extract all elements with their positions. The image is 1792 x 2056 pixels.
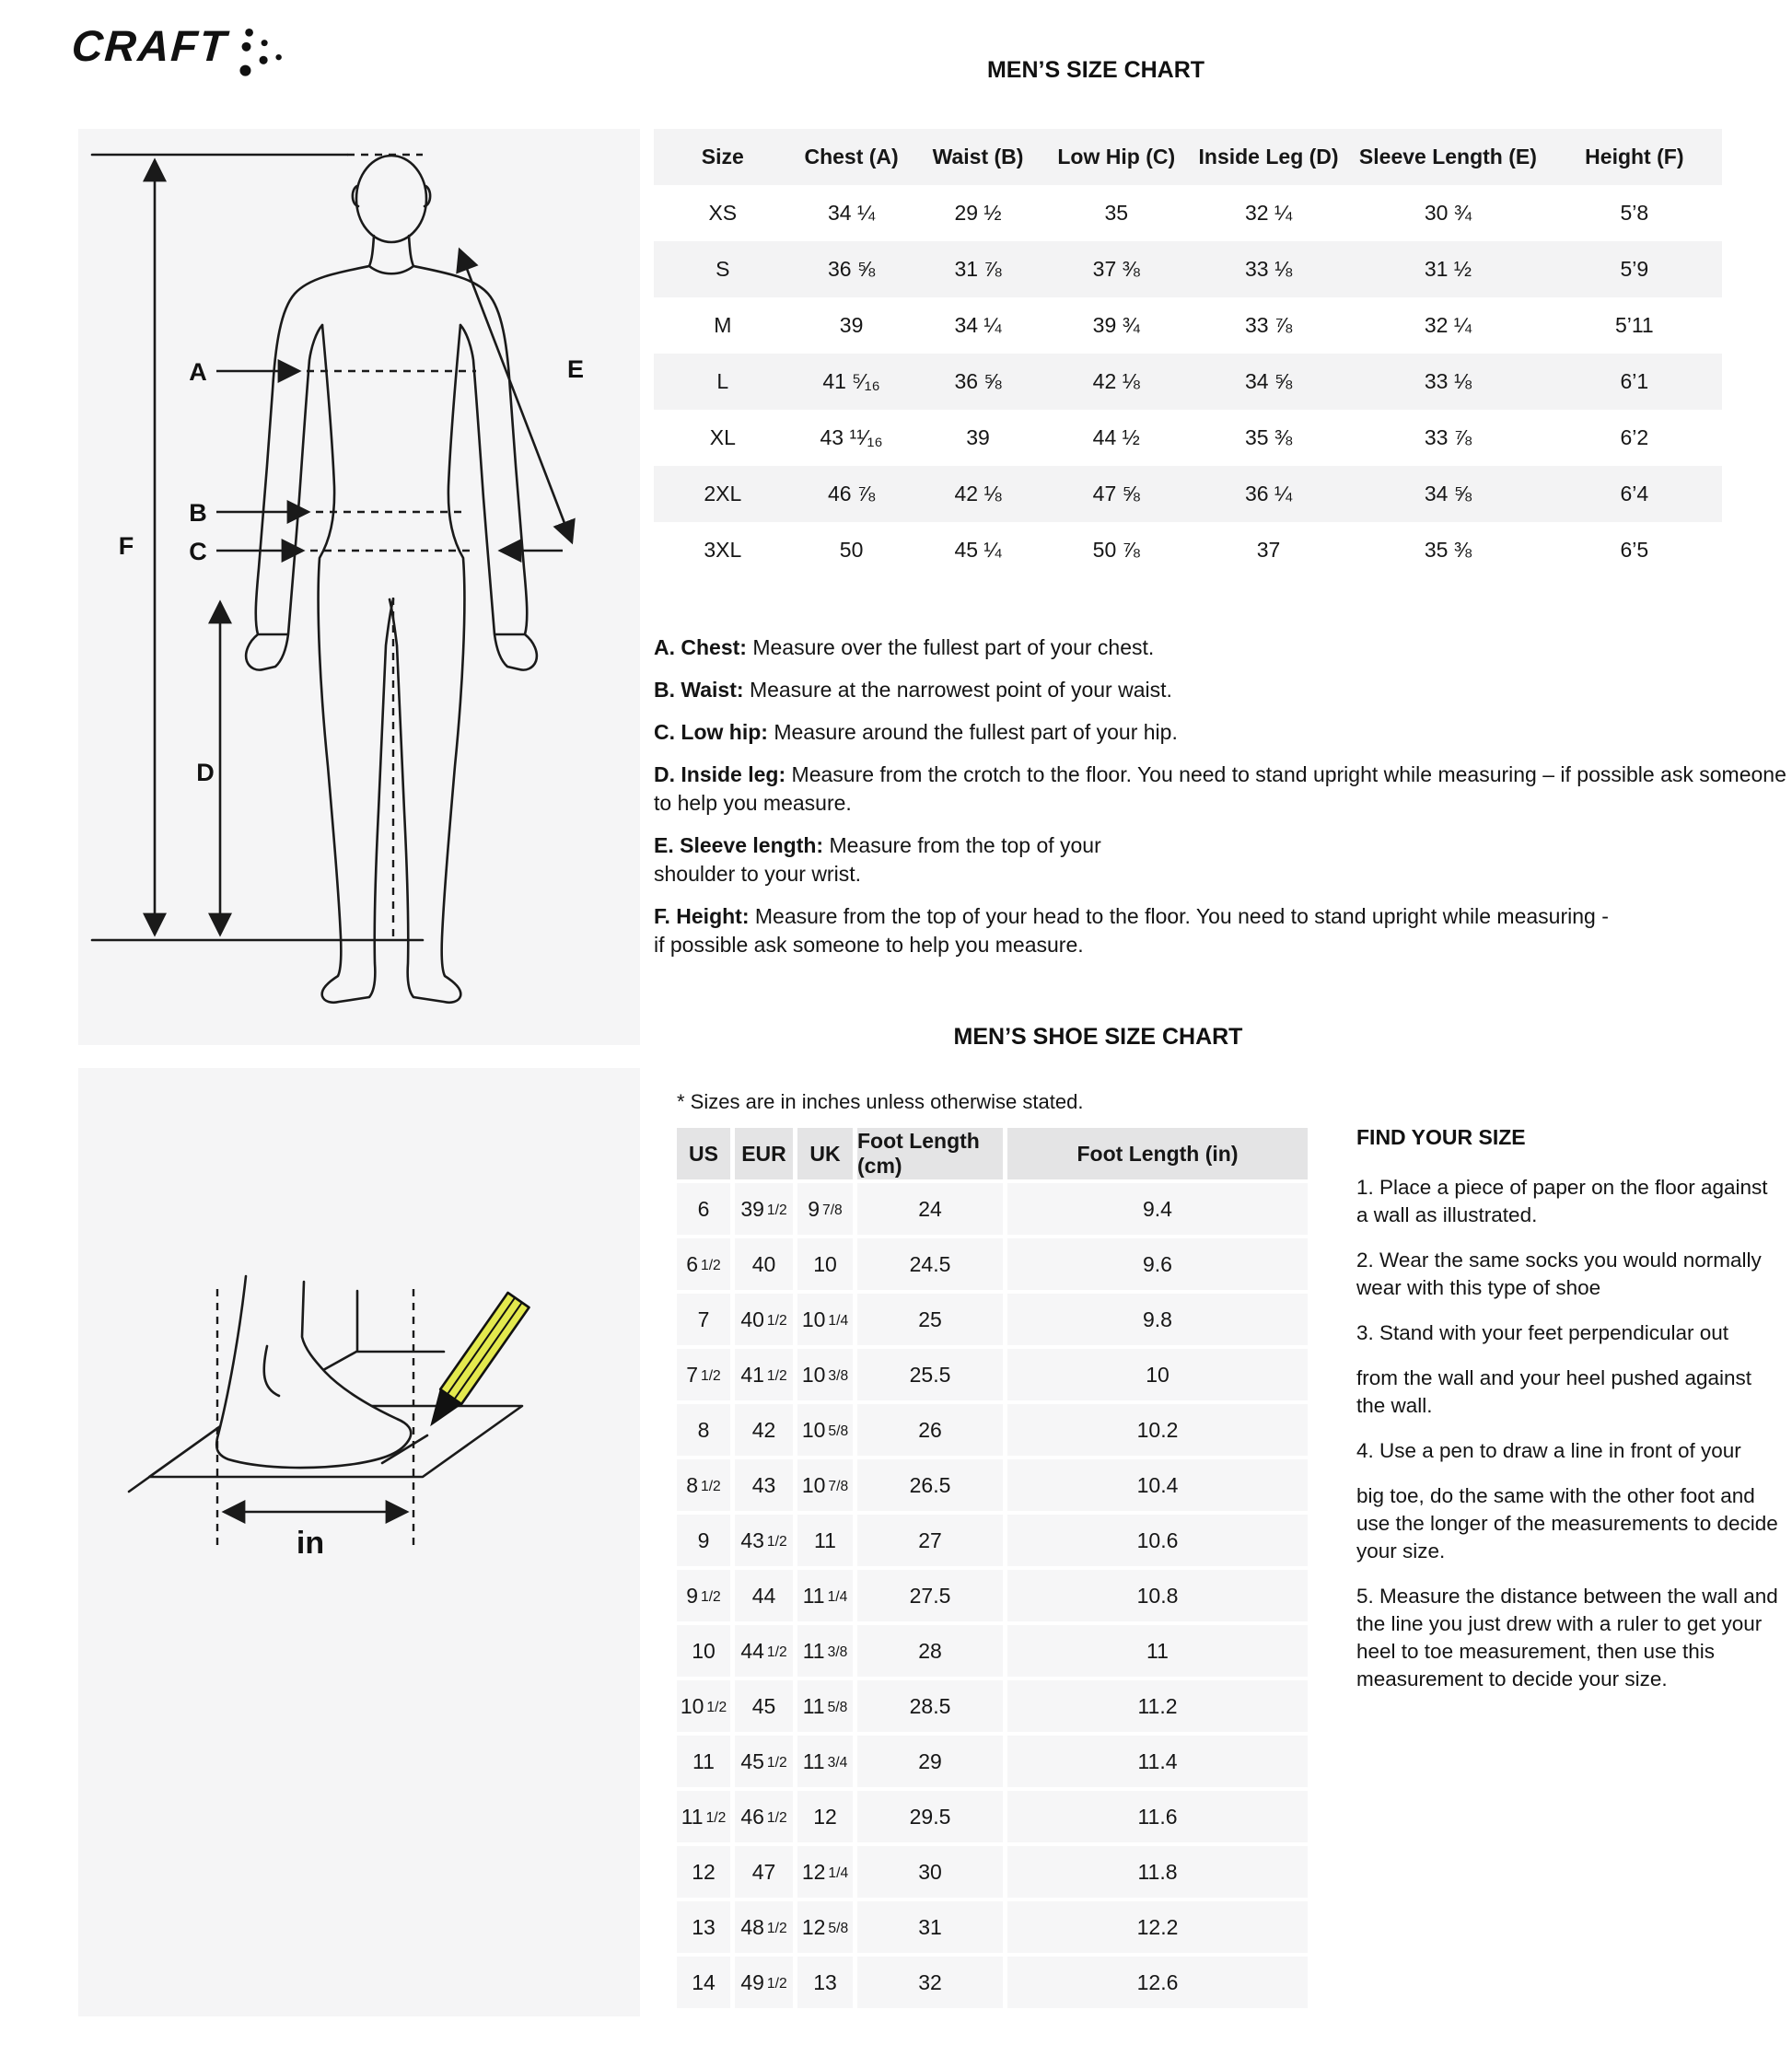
- label-height-f: F: [118, 532, 134, 560]
- note-text: Measure from the crotch to the floor. You need to stand upright while measuring – if possible ask someone to help you measure.: [654, 762, 1786, 815]
- mens-size-chart-title: MEN’S SIZE CHART: [986, 57, 1205, 83]
- table-cell: 11: [677, 1736, 730, 1787]
- table-row: [677, 1404, 1312, 1456]
- table-cell: 11 5/8: [797, 1680, 853, 1732]
- table-cell: 9.4: [1007, 1183, 1308, 1235]
- table-row: [677, 1791, 1312, 1842]
- figure-right-arm: [409, 236, 537, 670]
- table-row: [677, 1957, 1312, 2008]
- note-text: Measure over the fullest part of your chest.: [752, 635, 1155, 659]
- measurement-notes: [654, 633, 1792, 973]
- table-cell: 27.5: [857, 1570, 1003, 1621]
- table-cell: 46 1/2: [735, 1791, 793, 1842]
- table-cell: 50: [839, 538, 864, 562]
- table-cell: 10 3/8: [797, 1349, 853, 1400]
- table-cell: 30: [857, 1846, 1003, 1898]
- measurement-note: [654, 761, 1792, 818]
- note-text: Measure at the narrowest point of your waist.: [749, 678, 1172, 702]
- table-cell: 13: [677, 1901, 730, 1953]
- note-text: Measure from the top of your shoulder to your wrist.: [654, 833, 1101, 886]
- table-cell: 33 ⅞: [1244, 313, 1293, 337]
- table-cell: 33 ⅛: [1244, 257, 1293, 281]
- table-cell: 24.5: [857, 1238, 1003, 1290]
- table-cell: 32 ¼: [1244, 201, 1293, 225]
- instruction-step: 5. Measure the distance between the wall and the line you just drew with a ruler to get your heel to toe measurement, then use this measurement to decide your size.: [1356, 1585, 1778, 1690]
- table-cell: 32 ¼: [1424, 313, 1472, 337]
- note-label: A. Chest:: [654, 635, 747, 659]
- table-cell: Foot Length (cm): [857, 1128, 1003, 1179]
- table-row: [677, 1680, 1312, 1732]
- table-cell: 28.5: [857, 1680, 1003, 1732]
- table-row: [654, 410, 1722, 466]
- table-cell: 34 ⅝: [1424, 482, 1472, 505]
- measurement-note: [654, 902, 1792, 959]
- table-cell: 39: [839, 313, 864, 337]
- table-cell: 36 ⅝: [954, 369, 1002, 393]
- note-label: C. Low hip:: [654, 720, 768, 744]
- table-cell: 42: [735, 1404, 793, 1456]
- table-cell: 7 1/2: [677, 1349, 730, 1400]
- note-label: D. Inside leg:: [654, 762, 786, 786]
- table-cell: 36 ⅝: [828, 257, 876, 281]
- table-cell: 5’8: [1620, 201, 1649, 225]
- table-cell: 6: [677, 1183, 730, 1235]
- table-cell: 43 1/2: [735, 1515, 793, 1566]
- measurement-note: [654, 676, 1792, 704]
- table-cell: 29 ½: [954, 201, 1002, 225]
- table-cell: 11 1/4: [797, 1570, 853, 1621]
- note-label: E. Sleeve length:: [654, 833, 824, 857]
- table-cell: 10 5/8: [797, 1404, 853, 1456]
- table-cell: 9.6: [1007, 1238, 1308, 1290]
- table-cell: 48 1/2: [735, 1901, 793, 1953]
- craft-logo: [70, 21, 285, 81]
- figure-torso-left-leg: [319, 325, 393, 1003]
- table-cell: 41 1/2: [735, 1349, 793, 1400]
- table-cell: 45 ¼: [954, 538, 1002, 562]
- table-cell: EUR: [735, 1128, 793, 1179]
- foot-fill: [216, 1276, 411, 1468]
- table-cell: 37: [1256, 538, 1281, 562]
- note-label: F. Height:: [654, 904, 750, 928]
- table-row: [677, 1736, 1312, 1787]
- mens-shoe-size-chart-title: MEN’S SHOE SIZE CHART: [953, 1024, 1243, 1050]
- note-label: B. Waist:: [654, 678, 744, 702]
- shoe-table-body: [677, 1183, 1312, 2008]
- table-row: [654, 241, 1722, 297]
- table-cell: 12: [677, 1846, 730, 1898]
- table-cell: 45: [735, 1680, 793, 1732]
- instruction-step: 2. Wear the same socks you would normally wear with this type of shoe: [1356, 1249, 1762, 1299]
- table-cell: Size: [701, 145, 744, 168]
- table-cell: 6 1/2: [677, 1238, 730, 1290]
- table-cell: 33 ⅛: [1424, 369, 1472, 393]
- table-cell: 36 ¼: [1244, 482, 1293, 505]
- measurement-note: [654, 633, 1792, 662]
- find-your-size-section: [1356, 1125, 1782, 1711]
- table-cell: Low Hip (C): [1057, 145, 1176, 168]
- label-waist-b: B: [189, 499, 207, 527]
- table-cell: Inside Leg (D): [1198, 145, 1339, 168]
- table-row: [677, 1238, 1312, 1290]
- table-row: [677, 1570, 1312, 1621]
- table-cell: UK: [797, 1128, 853, 1179]
- table-row: [677, 1294, 1312, 1345]
- table-cell: 6’2: [1620, 425, 1649, 449]
- body-measurement-figure: [78, 129, 640, 1045]
- table-cell: 10 1/2: [677, 1680, 730, 1732]
- mens-size-table: [654, 129, 1722, 578]
- table-cell: 39 ¾: [1092, 313, 1140, 337]
- table-cell: 10: [797, 1238, 853, 1290]
- table-cell: 46 ⅞: [828, 482, 876, 505]
- table-cell: 35 ⅜: [1424, 538, 1472, 562]
- table-cell: 12 1/4: [797, 1846, 853, 1898]
- label-inches: in: [296, 1526, 325, 1561]
- instruction-step: from the wall and your heel pushed against the wall.: [1356, 1366, 1752, 1417]
- table-cell: 44 1/2: [735, 1625, 793, 1677]
- table-cell: 11.6: [1007, 1791, 1308, 1842]
- foot-measurement-figure-panel: [78, 1068, 640, 2016]
- foot-measurement-figure: [78, 1068, 640, 2016]
- craft-logo-dots-icon: [237, 24, 285, 81]
- table-cell: 7: [677, 1294, 730, 1345]
- table-cell: 43 ¹¹⁄₁₆: [820, 425, 883, 449]
- table-row: [677, 1901, 1312, 1953]
- table-cell: 50 ⅞: [1092, 538, 1140, 562]
- table-cell: 47: [735, 1846, 793, 1898]
- table-cell: 30 ¾: [1424, 201, 1472, 225]
- table-cell: M: [714, 313, 732, 337]
- table-cell: 11.8: [1007, 1846, 1308, 1898]
- table-cell: 26: [857, 1404, 1003, 1456]
- mens-size-table-header: [654, 129, 1722, 185]
- table-cell: 47 ⅝: [1092, 482, 1140, 505]
- table-cell: 5’9: [1620, 257, 1649, 281]
- instruction-step: big toe, do the same with the other foot and use the longer of the measurements to decide your size.: [1356, 1484, 1778, 1562]
- table-cell: 10: [1007, 1349, 1308, 1400]
- table-cell: 11.4: [1007, 1736, 1308, 1787]
- table-cell: 11: [797, 1515, 853, 1566]
- table-cell: 10.2: [1007, 1404, 1308, 1456]
- table-cell: 39: [966, 425, 990, 449]
- table-cell: 39 1/2: [735, 1183, 793, 1235]
- figure-left-arm: [246, 236, 374, 670]
- shoe-table-header: [677, 1128, 1312, 1179]
- table-cell: 44: [735, 1570, 793, 1621]
- table-cell: 9.8: [1007, 1294, 1308, 1345]
- table-cell: 14: [677, 1957, 730, 2008]
- table-cell: 40: [735, 1238, 793, 1290]
- note-text: Measure around the fullest part of your hip.: [774, 720, 1178, 744]
- table-cell: 10 7/8: [797, 1459, 853, 1511]
- instruction-step: 4. Use a pen to draw a line in front of your: [1356, 1439, 1741, 1462]
- shoe-sizes-note: * Sizes are in inches unless otherwise stated.: [677, 1090, 1084, 1113]
- table-row: [654, 466, 1722, 522]
- measurement-note: [654, 718, 1792, 747]
- figure-torso-right-leg: [390, 325, 464, 1003]
- table-cell: XS: [708, 201, 738, 225]
- table-cell: 6’4: [1620, 482, 1649, 505]
- table-cell: 26.5: [857, 1459, 1003, 1511]
- table-cell: XL: [709, 425, 736, 449]
- table-cell: 42 ⅛: [954, 482, 1002, 505]
- table-cell: 37 ⅜: [1092, 257, 1140, 281]
- shoe-size-table: [677, 1128, 1312, 2012]
- table-cell: 11 3/4: [797, 1736, 853, 1787]
- table-cell: 13: [797, 1957, 853, 2008]
- measurement-note: [654, 831, 1792, 889]
- table-cell: 8: [677, 1404, 730, 1456]
- table-cell: Foot Length (in): [1007, 1128, 1308, 1179]
- table-cell: 11 1/2: [677, 1791, 730, 1842]
- table-cell: 10.4: [1007, 1459, 1308, 1511]
- label-chest-a: A: [189, 358, 207, 386]
- table-cell: 11 3/8: [797, 1625, 853, 1677]
- table-cell: 40 1/2: [735, 1294, 793, 1345]
- table-cell: 42 ⅛: [1092, 369, 1140, 393]
- table-cell: Waist (B): [932, 145, 1024, 168]
- table-cell: 35 ⅜: [1244, 425, 1293, 449]
- table-cell: 9 7/8: [797, 1183, 853, 1235]
- wall-lines: [307, 1291, 444, 1379]
- table-cell: 35: [1104, 201, 1129, 225]
- table-cell: 11.2: [1007, 1680, 1308, 1732]
- table-cell: 34 ¼: [954, 313, 1002, 337]
- table-cell: 12: [797, 1791, 853, 1842]
- table-row: [654, 185, 1722, 241]
- table-cell: 41 ⁵⁄₁₆: [822, 369, 880, 393]
- table-cell: 29: [857, 1736, 1003, 1787]
- table-row: [677, 1459, 1312, 1511]
- instruction-step: 3. Stand with your feet perpendicular out: [1356, 1321, 1729, 1344]
- label-sleeve-e: E: [566, 355, 585, 383]
- table-cell: 33 ⅞: [1424, 425, 1472, 449]
- find-your-size-title: FIND YOUR SIZE: [1356, 1125, 1526, 1149]
- table-cell: 24: [857, 1183, 1003, 1235]
- table-cell: 9: [677, 1515, 730, 1566]
- table-cell: 34 ⅝: [1244, 369, 1293, 393]
- table-cell: 43: [735, 1459, 793, 1511]
- instruction-step: 1. Place a piece of paper on the floor against a wall as illustrated.: [1356, 1176, 1768, 1226]
- table-cell: 10.6: [1007, 1515, 1308, 1566]
- table-cell: L: [716, 369, 729, 393]
- table-cell: 31 ½: [1424, 257, 1472, 281]
- table-cell: 12.2: [1007, 1901, 1308, 1953]
- table-row: [654, 522, 1722, 578]
- label-hip-c: C: [189, 538, 207, 565]
- note-text: Measure from the top of your head to the floor. You need to stand upright while measuring - if possible ask someone to help you measure.: [654, 904, 1609, 957]
- table-cell: 3XL: [704, 538, 742, 562]
- table-cell: 12 5/8: [797, 1901, 853, 1953]
- table-cell: Height (F): [1585, 145, 1684, 168]
- table-row: [677, 1183, 1312, 1235]
- table-cell: 6’1: [1620, 369, 1649, 393]
- label-inside-leg-d: D: [196, 759, 215, 786]
- table-row: [677, 1846, 1312, 1898]
- table-cell: 25.5: [857, 1349, 1003, 1400]
- table-cell: 11: [1007, 1625, 1308, 1677]
- table-cell: 29.5: [857, 1791, 1003, 1842]
- table-cell: 9 1/2: [677, 1570, 730, 1621]
- table-cell: 12.6: [1007, 1957, 1308, 2008]
- table-row: [677, 1515, 1312, 1566]
- table-cell: 45 1/2: [735, 1736, 793, 1787]
- figure-head: [356, 156, 426, 242]
- table-cell: 27: [857, 1515, 1003, 1566]
- table-cell: 31: [857, 1901, 1003, 1953]
- table-cell: 49 1/2: [735, 1957, 793, 2008]
- table-cell: 31 ⅞: [954, 257, 1002, 281]
- mens-size-table-body: [654, 185, 1722, 578]
- table-row: [677, 1625, 1312, 1677]
- table-cell: Chest (A): [804, 145, 899, 168]
- table-cell: 34 ¼: [828, 201, 876, 225]
- table-row: [654, 297, 1722, 354]
- table-cell: 10.8: [1007, 1570, 1308, 1621]
- table-cell: 25: [857, 1294, 1003, 1345]
- table-cell: S: [716, 257, 730, 281]
- table-cell: 44 ½: [1092, 425, 1140, 449]
- table-cell: US: [677, 1128, 730, 1179]
- table-row: [677, 1349, 1312, 1400]
- table-cell: 5’11: [1614, 313, 1654, 337]
- craft-logo-wordmark: CRAFT: [70, 21, 230, 70]
- table-row: [654, 354, 1722, 410]
- table-cell: 28: [857, 1625, 1003, 1677]
- table-cell: 10 1/4: [797, 1294, 853, 1345]
- table-cell: 10: [677, 1625, 730, 1677]
- body-measurement-figure-panel: [78, 129, 640, 1045]
- table-cell: 32: [857, 1957, 1003, 2008]
- table-cell: 8 1/2: [677, 1459, 730, 1511]
- find-your-size-steps: [1356, 1174, 1782, 1693]
- table-cell: 6’5: [1620, 538, 1649, 562]
- table-cell: Sleeve Length (E): [1358, 145, 1537, 168]
- table-cell: 2XL: [704, 482, 742, 505]
